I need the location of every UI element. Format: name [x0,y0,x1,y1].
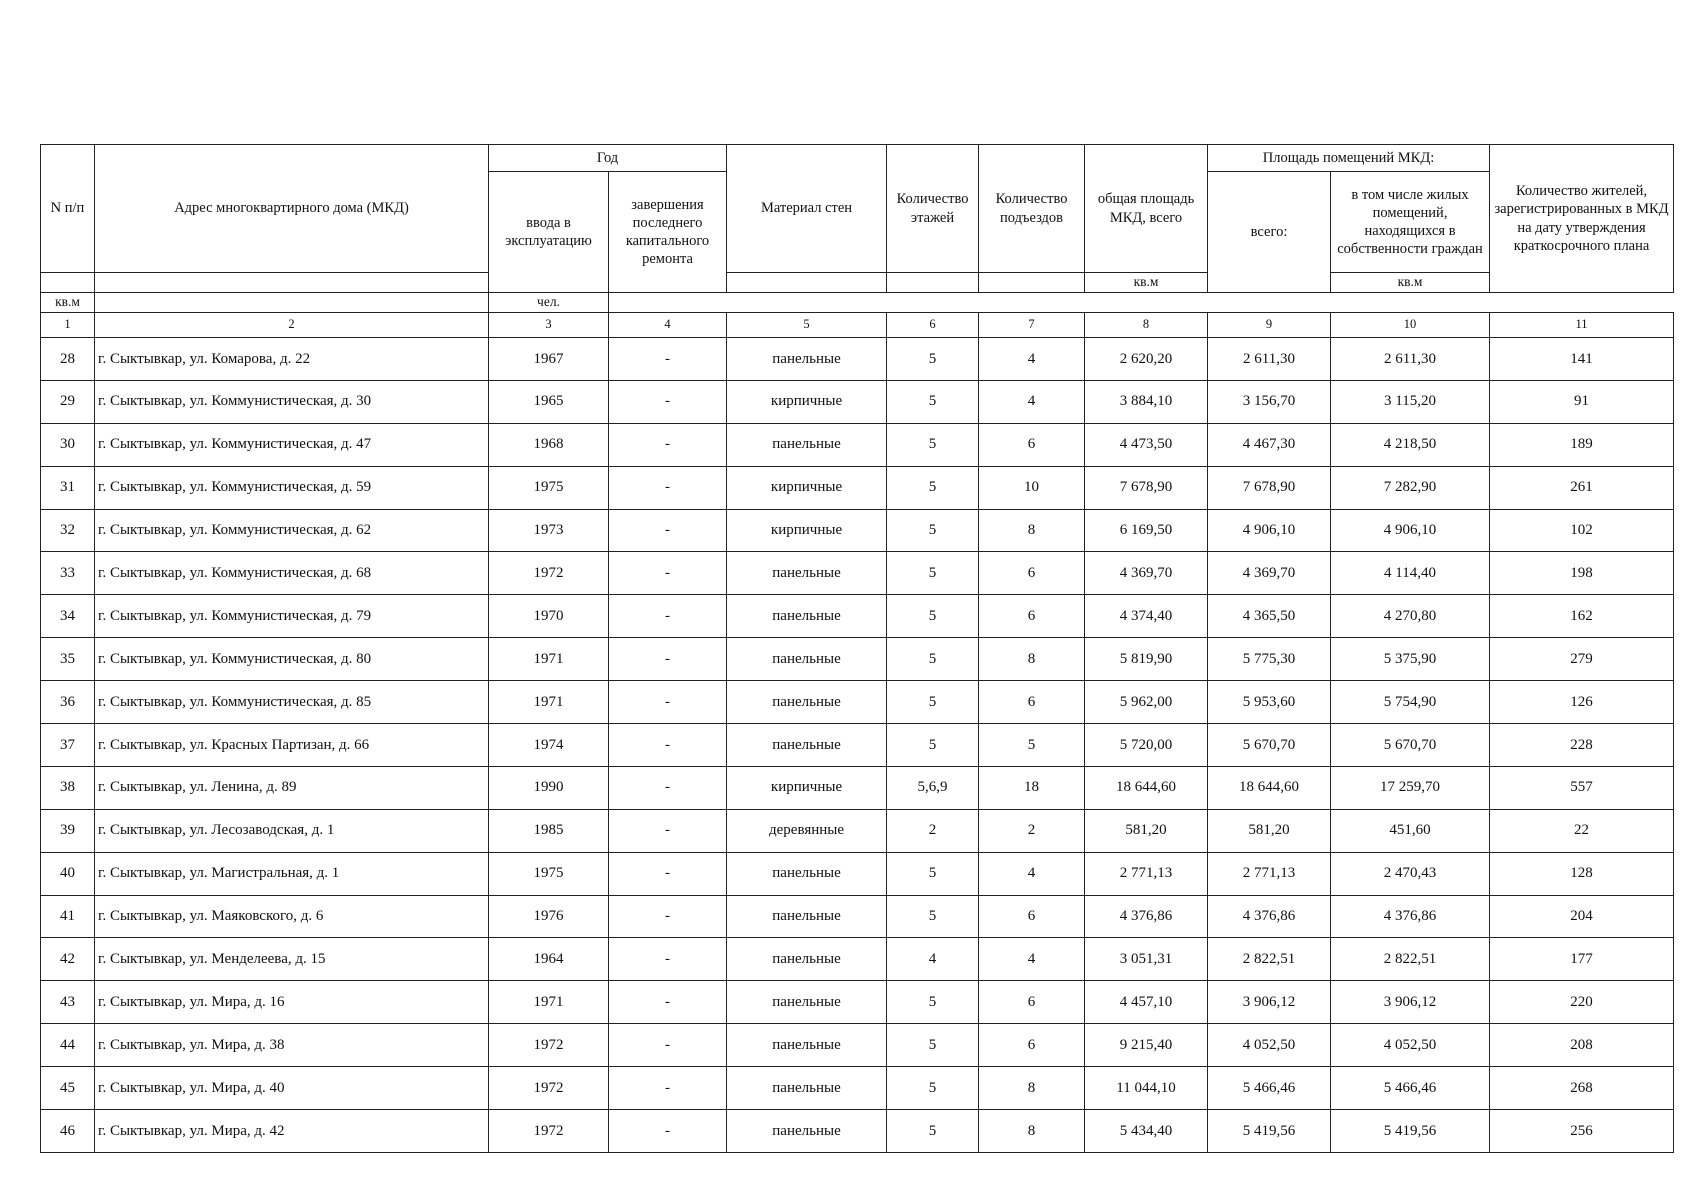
area-residential-cell: 3 115,20 [1331,380,1490,423]
entrances-cell: 6 [979,981,1085,1024]
year-commission-cell: 1972 [489,1110,609,1153]
year-commission-cell: 1974 [489,724,609,767]
area-all-cell: 2 771,13 [1208,852,1331,895]
row-number-cell: 33 [41,552,95,595]
area-all-cell: 7 678,90 [1208,466,1331,509]
wall-material-cell: панельные [727,981,887,1024]
row-number-cell: 41 [41,895,95,938]
wall-material-cell: панельные [727,852,887,895]
area-all-cell: 5 419,56 [1208,1110,1331,1153]
total-area-cell: 3 884,10 [1085,380,1208,423]
area-residential-cell: 5 375,90 [1331,638,1490,681]
entrances-cell: 6 [979,895,1085,938]
header-year-group: Год [489,145,727,172]
year-repair-cell: - [609,1067,727,1110]
address-cell: г. Сыктывкар, ул. Ленина, д. 89 [95,766,489,809]
year-repair-cell: - [609,724,727,767]
column-number: 3 [489,313,609,338]
year-repair-cell: - [609,895,727,938]
column-number: 9 [1208,313,1331,338]
area-residential-cell: 5 754,90 [1331,681,1490,724]
year-repair-cell: - [609,638,727,681]
floors-cell: 5 [887,981,979,1024]
area-residential-cell: 4 906,10 [1331,509,1490,552]
area-residential-cell: 2 822,51 [1331,938,1490,981]
table-row [41,681,1674,724]
area-all-cell: 2 611,30 [1208,338,1331,381]
row-number-cell: 32 [41,509,95,552]
floors-cell: 5 [887,509,979,552]
floors-cell: 5 [887,423,979,466]
area-all-cell: 4 365,50 [1208,595,1331,638]
address-cell: г. Сыктывкар, ул. Коммунистическая, д. 47 [95,423,489,466]
entrances-cell: 4 [979,380,1085,423]
total-area-cell: 4 473,50 [1085,423,1208,466]
wall-material-cell: панельные [727,638,887,681]
row-number-cell: 36 [41,681,95,724]
wall-material-cell: панельные [727,895,887,938]
wall-material-cell: деревянные [727,809,887,852]
floors-cell: 5 [887,852,979,895]
area-residential-cell: 2 611,30 [1331,338,1490,381]
row-number-cell: 46 [41,1110,95,1153]
residents-cell: 220 [1490,981,1674,1024]
area-residential-cell: 4 270,80 [1331,595,1490,638]
year-repair-cell: - [609,380,727,423]
area-residential-cell: 17 259,70 [1331,766,1490,809]
column-number: 4 [609,313,727,338]
row-number-cell: 28 [41,338,95,381]
area-all-cell: 5 953,60 [1208,681,1331,724]
units-area-residential: кв.м [1331,273,1490,293]
wall-material-cell: панельные [727,724,887,767]
table-header [41,145,1674,338]
row-number-cell: 45 [41,1067,95,1110]
units-area-all: кв.м [41,293,95,313]
year-commission-cell: 1972 [489,552,609,595]
row-number-cell: 29 [41,380,95,423]
floors-cell: 5 [887,1067,979,1110]
floors-cell: 5 [887,724,979,767]
table-row [41,809,1674,852]
row-number-cell: 38 [41,766,95,809]
year-commission-cell: 1971 [489,638,609,681]
table-row [41,1024,1674,1067]
year-commission-cell: 1967 [489,338,609,381]
header-total-area: общая площадь МКД, всего [1085,145,1208,273]
entrances-cell: 4 [979,938,1085,981]
area-residential-cell: 5 466,46 [1331,1067,1490,1110]
year-repair-cell: - [609,938,727,981]
total-area-cell: 5 962,00 [1085,681,1208,724]
year-repair-cell: - [609,1110,727,1153]
area-all-cell: 4 467,30 [1208,423,1331,466]
column-number: 2 [95,313,489,338]
address-cell: г. Сыктывкар, ул. Мира, д. 42 [95,1110,489,1153]
address-cell: г. Сыктывкар, ул. Менделеева, д. 15 [95,938,489,981]
address-cell: г. Сыктывкар, ул. Маяковского, д. 6 [95,895,489,938]
entrances-cell: 8 [979,509,1085,552]
table-row [41,552,1674,595]
table-row [41,338,1674,381]
residents-cell: 102 [1490,509,1674,552]
row-number-cell: 40 [41,852,95,895]
area-residential-cell: 3 906,12 [1331,981,1490,1024]
area-residential-cell: 4 218,50 [1331,423,1490,466]
header-num: N п/п [41,145,95,273]
units-num [41,273,95,293]
total-area-cell: 4 369,70 [1085,552,1208,595]
residents-cell: 256 [1490,1110,1674,1153]
area-residential-cell: 5 419,56 [1331,1110,1490,1153]
residents-cell: 177 [1490,938,1674,981]
floors-cell: 5 [887,338,979,381]
year-repair-cell: - [609,552,727,595]
column-number: 10 [1331,313,1490,338]
floors-cell: 5 [887,1024,979,1067]
entrances-cell: 4 [979,338,1085,381]
units-entrances [979,273,1085,293]
entrances-cell: 6 [979,595,1085,638]
row-number-cell: 39 [41,809,95,852]
table-row [41,981,1674,1024]
row-number-cell: 34 [41,595,95,638]
floors-cell: 5 [887,681,979,724]
address-cell: г. Сыктывкар, ул. Коммунистическая, д. 85 [95,681,489,724]
header-floors: Количество этажей [887,145,979,273]
entrances-cell: 4 [979,852,1085,895]
total-area-cell: 9 215,40 [1085,1024,1208,1067]
total-area-cell: 5 819,90 [1085,638,1208,681]
total-area-cell: 6 169,50 [1085,509,1208,552]
address-cell: г. Сыктывкар, ул. Коммунистическая, д. 30 [95,380,489,423]
total-area-cell: 18 644,60 [1085,766,1208,809]
entrances-cell: 18 [979,766,1085,809]
wall-material-cell: панельные [727,938,887,981]
units-spacer [95,293,489,313]
area-residential-cell: 2 470,43 [1331,852,1490,895]
total-area-cell: 5 434,40 [1085,1110,1208,1153]
year-repair-cell: - [609,1024,727,1067]
address-cell: г. Сыктывкар, ул. Магистральная, д. 1 [95,852,489,895]
area-all-cell: 3 156,70 [1208,380,1331,423]
table-row [41,595,1674,638]
units-wall-material [727,273,887,293]
area-all-cell: 18 644,60 [1208,766,1331,809]
table-row [41,1067,1674,1110]
entrances-cell: 8 [979,638,1085,681]
residents-cell: 91 [1490,380,1674,423]
wall-material-cell: панельные [727,595,887,638]
address-cell: г. Сыктывкар, ул. Красных Партизан, д. 66 [95,724,489,767]
year-repair-cell: - [609,423,727,466]
year-repair-cell: - [609,809,727,852]
residents-cell: 279 [1490,638,1674,681]
residents-cell: 162 [1490,595,1674,638]
header-area-group: Площадь помещений МКД: [1208,145,1490,172]
year-commission-cell: 1971 [489,681,609,724]
year-commission-cell: 1972 [489,1024,609,1067]
year-commission-cell: 1985 [489,809,609,852]
entrances-cell: 2 [979,809,1085,852]
entrances-cell: 8 [979,1110,1085,1153]
wall-material-cell: панельные [727,1024,887,1067]
floors-cell: 5,6,9 [887,766,979,809]
wall-material-cell: панельные [727,338,887,381]
year-commission-cell: 1970 [489,595,609,638]
year-commission-cell: 1973 [489,509,609,552]
wall-material-cell: кирпичные [727,466,887,509]
table-row [41,724,1674,767]
residents-cell: 22 [1490,809,1674,852]
wall-material-cell: панельные [727,552,887,595]
area-residential-cell: 4 376,86 [1331,895,1490,938]
year-commission-cell: 1990 [489,766,609,809]
column-numbers-row [41,313,1674,338]
area-all-cell: 5 466,46 [1208,1067,1331,1110]
entrances-cell: 6 [979,552,1085,595]
year-repair-cell: - [609,852,727,895]
total-area-cell: 4 457,10 [1085,981,1208,1024]
area-all-cell: 4 369,70 [1208,552,1331,595]
entrances-cell: 5 [979,724,1085,767]
row-number-cell: 42 [41,938,95,981]
table-row [41,509,1674,552]
wall-material-cell: панельные [727,681,887,724]
total-area-cell: 4 376,86 [1085,895,1208,938]
area-all-cell: 4 052,50 [1208,1024,1331,1067]
column-number: 7 [979,313,1085,338]
table-body [41,338,1674,1153]
total-area-cell: 2 771,13 [1085,852,1208,895]
wall-material-cell: кирпичные [727,766,887,809]
entrances-cell: 6 [979,1024,1085,1067]
address-cell: г. Сыктывкар, ул. Коммунистическая, д. 59 [95,466,489,509]
header-wall-material: Материал стен [727,145,887,273]
table-row [41,466,1674,509]
entrances-cell: 6 [979,681,1085,724]
floors-cell: 5 [887,552,979,595]
area-residential-cell: 5 670,70 [1331,724,1490,767]
wall-material-cell: панельные [727,1067,887,1110]
area-all-cell: 581,20 [1208,809,1331,852]
year-repair-cell: - [609,338,727,381]
year-commission-cell: 1968 [489,423,609,466]
year-commission-cell: 1972 [489,1067,609,1110]
area-residential-cell: 7 282,90 [1331,466,1490,509]
wall-material-cell: панельные [727,423,887,466]
year-repair-cell: - [609,509,727,552]
floors-cell: 5 [887,595,979,638]
total-area-cell: 5 720,00 [1085,724,1208,767]
year-repair-cell: - [609,466,727,509]
header-area-all: всего: [1208,172,1331,293]
year-repair-cell: - [609,681,727,724]
residents-cell: 126 [1490,681,1674,724]
header-entrances: Количество подъездов [979,145,1085,273]
year-repair-cell: - [609,766,727,809]
row-number-cell: 35 [41,638,95,681]
floors-cell: 5 [887,1110,979,1153]
address-cell: г. Сыктывкар, ул. Мира, д. 40 [95,1067,489,1110]
floors-cell: 2 [887,809,979,852]
floors-cell: 4 [887,938,979,981]
floors-cell: 5 [887,895,979,938]
units-address [95,273,489,293]
total-area-cell: 3 051,31 [1085,938,1208,981]
residents-cell: 208 [1490,1024,1674,1067]
area-residential-cell: 4 114,40 [1331,552,1490,595]
area-all-cell: 5 775,30 [1208,638,1331,681]
header-area-residential: в том числе жилых помещений, находящихся в собственности граждан [1331,172,1490,273]
wall-material-cell: кирпичные [727,380,887,423]
table-row [41,852,1674,895]
column-number: 1 [41,313,95,338]
year-repair-cell: - [609,981,727,1024]
residents-cell: 228 [1490,724,1674,767]
total-area-cell: 581,20 [1085,809,1208,852]
entrances-cell: 10 [979,466,1085,509]
area-all-cell: 2 822,51 [1208,938,1331,981]
address-cell: г. Сыктывкар, ул. Мира, д. 16 [95,981,489,1024]
header-address: Адрес многоквартирного дома (МКД) [95,145,489,273]
residents-cell: 128 [1490,852,1674,895]
units-floors [887,273,979,293]
address-cell: г. Сыктывкар, ул. Коммунистическая, д. 80 [95,638,489,681]
area-all-cell: 3 906,12 [1208,981,1331,1024]
area-all-cell: 4 906,10 [1208,509,1331,552]
table-row [41,766,1674,809]
residents-cell: 141 [1490,338,1674,381]
column-number: 11 [1490,313,1674,338]
row-number-cell: 30 [41,423,95,466]
row-number-cell: 44 [41,1024,95,1067]
header-year-repair: завершения последнего капитального ремонта [609,172,727,293]
total-area-cell: 2 620,20 [1085,338,1208,381]
row-number-cell: 43 [41,981,95,1024]
residents-cell: 189 [1490,423,1674,466]
column-number: 5 [727,313,887,338]
residents-cell: 268 [1490,1067,1674,1110]
total-area-cell: 4 374,40 [1085,595,1208,638]
apartment-buildings-table [40,144,1674,1153]
area-residential-cell: 4 052,50 [1331,1024,1490,1067]
year-commission-cell: 1971 [489,981,609,1024]
area-all-cell: 5 670,70 [1208,724,1331,767]
row-number-cell: 37 [41,724,95,767]
wall-material-cell: кирпичные [727,509,887,552]
year-commission-cell: 1964 [489,938,609,981]
row-number-cell: 31 [41,466,95,509]
address-cell: г. Сыктывкар, ул. Коммунистическая, д. 62 [95,509,489,552]
units-total-area: кв.м [1085,273,1208,293]
table-row [41,423,1674,466]
year-commission-cell: 1976 [489,895,609,938]
area-residential-cell: 451,60 [1331,809,1490,852]
total-area-cell: 7 678,90 [1085,466,1208,509]
address-cell: г. Сыктывкар, ул. Коммунистическая, д. 79 [95,595,489,638]
residents-cell: 557 [1490,766,1674,809]
header-residents: Количество жителей, зарегистрированных в МКД на дату утверждения краткосрочного плана [1490,145,1674,293]
wall-material-cell: панельные [727,1110,887,1153]
year-commission-cell: 1975 [489,852,609,895]
header-year-commission: ввода в эксплуатацию [489,172,609,293]
table-row [41,1110,1674,1153]
table-row [41,938,1674,981]
column-number: 8 [1085,313,1208,338]
year-commission-cell: 1975 [489,466,609,509]
year-repair-cell: - [609,595,727,638]
year-commission-cell: 1965 [489,380,609,423]
table-row [41,380,1674,423]
floors-cell: 5 [887,466,979,509]
residents-cell: 198 [1490,552,1674,595]
floors-cell: 5 [887,380,979,423]
table-row [41,638,1674,681]
table-row [41,895,1674,938]
address-cell: г. Сыктывкар, ул. Лесозаводская, д. 1 [95,809,489,852]
residents-cell: 204 [1490,895,1674,938]
residents-cell: 261 [1490,466,1674,509]
address-cell: г. Сыктывкар, ул. Мира, д. 38 [95,1024,489,1067]
area-all-cell: 4 376,86 [1208,895,1331,938]
floors-cell: 5 [887,638,979,681]
column-number: 6 [887,313,979,338]
entrances-cell: 6 [979,423,1085,466]
address-cell: г. Сыктывкар, ул. Комарова, д. 22 [95,338,489,381]
address-cell: г. Сыктывкар, ул. Коммунистическая, д. 68 [95,552,489,595]
units-residents: чел. [489,293,609,313]
entrances-cell: 8 [979,1067,1085,1110]
total-area-cell: 11 044,10 [1085,1067,1208,1110]
